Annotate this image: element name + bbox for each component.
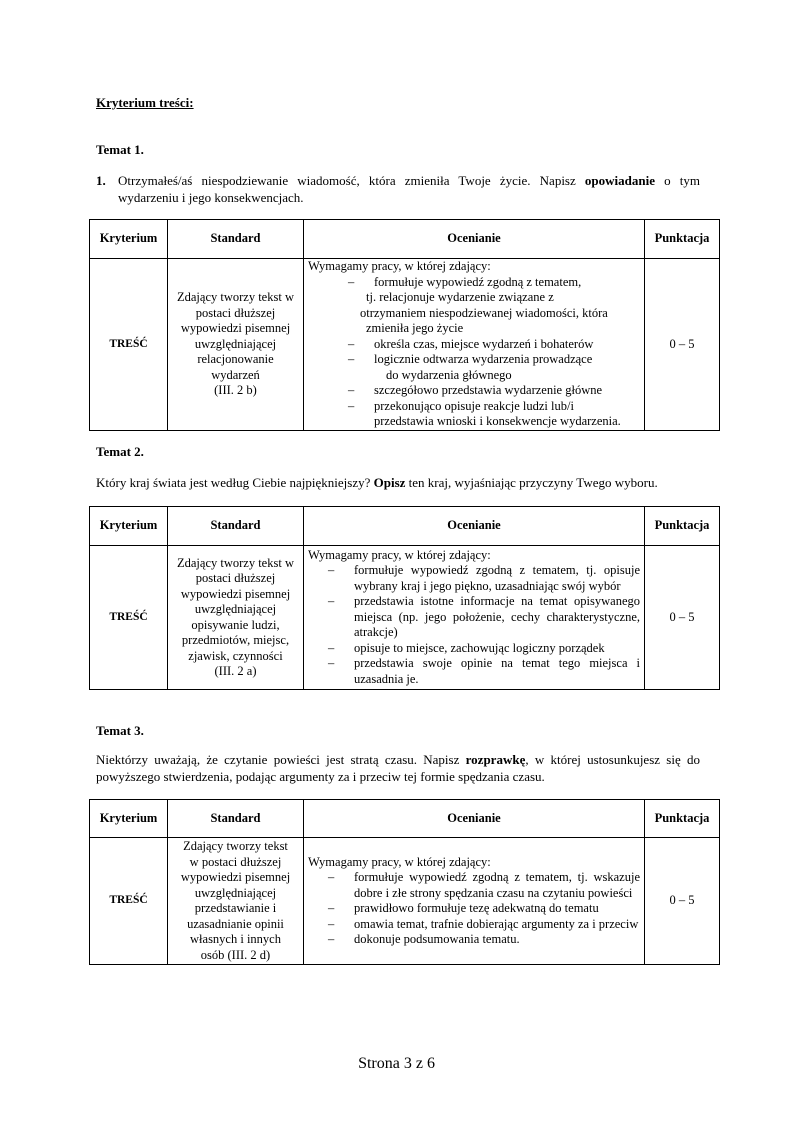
standard-line: osób (III. 2 d) [200,947,271,962]
item-text: formułuje wypowiedź zgodną z tematem, tj. wskazuje dobre i złe strony spędzania czasu na czytaniu powieści [354,870,640,900]
ocenianie-list [308,563,640,687]
dash: – [348,383,355,397]
list-item [328,901,640,917]
item-text: dokonuje podsumowania tematu. [354,932,520,946]
list-item [328,870,640,901]
header-ocenianie: Ocenianie [304,220,645,259]
temat2-task-form: Opisz [373,475,406,490]
temat3-title: Temat 3. [96,723,144,738]
ocenianie-cell [304,546,645,690]
item-line: tj. relacjonuje wydarzenie związane z [366,290,554,304]
table-row [90,546,720,690]
standard-line: (III. 2 b) [214,383,257,397]
dash: – [328,870,335,884]
standard-line: przedmiotów, miejsc, [181,633,290,647]
dash: – [328,932,335,946]
item-text: prawidłowo formułuje tezę adekwatną do tematu [354,901,599,915]
table-header-row [90,800,720,838]
ocenianie-intro: Wymagamy pracy, w której zdający: [308,547,491,562]
standard-cell [168,838,304,965]
row-label: TREŚĆ [90,259,168,431]
criterion-heading: Kryterium treści: [96,95,194,110]
dash: – [328,563,335,578]
table-row [90,259,720,431]
dash: – [328,656,335,671]
points-cell: 0 – 5 [645,259,720,431]
dash: – [348,352,355,366]
standard-line: Zdający tworzy tekst w [177,555,294,570]
temat3-task-form: rozprawkę [465,752,526,767]
list-item [308,337,640,353]
temat2-task [96,474,736,491]
list-item [328,594,640,641]
standard-line: wydarzeń [211,367,260,382]
item-line: przekonująco opisuje reakcje ludzi lub/i [374,398,574,413]
item-text: formułuje wypowiedź zgodną z tematem, tj. opisuje wybrany kraj i jego piękno, uzasadniając swój wybór [354,563,640,593]
header-ocenianie: Ocenianie [304,800,645,838]
header-kryterium: Kryterium [90,507,168,546]
header-punktacja: Punktacja [645,800,720,838]
standard-line: (III. 2 a) [214,664,257,678]
standard-line: wypowiedzi pisemnej [180,870,291,884]
list-item [308,352,640,383]
standard-line: postaci dłuższej [195,571,276,585]
ocenianie-cell [304,259,645,431]
item-line: formułuje wypowiedź zgodną z tematem, [374,274,582,289]
row-label: TREŚĆ [90,838,168,965]
header-standard: Standard [168,220,304,259]
item-line: przedstawia wnioski i konsekwencje wydarzenia. [374,414,621,428]
page-number: Strona 3 z 6 [358,1055,435,1072]
ocenianie-cell [304,838,645,965]
standard-line: uwzględniającej [194,602,277,616]
temat2-table [89,506,720,690]
standard-line: uwzględniającej [194,885,277,900]
list-item [328,916,640,933]
standard-cell [168,259,304,431]
item-text: przedstawia swoje opinie na temat tego miejsca i uzasadnia je. [354,656,640,686]
standard-line: w postaci dłuższej [189,854,282,869]
temat3-task-text: Niektórzy uważają, że czytanie powieści jest stratą czasu. Napisz [96,752,466,767]
item-line: szczegółowo przedstawia wydarzenie główne [374,383,603,397]
temat3-task [96,751,700,785]
standard-line: wypowiedzi pisemnej [180,321,291,335]
table-header-row [90,507,720,546]
temat2-title: Temat 2. [96,444,144,459]
item-line: do wydarzenia głównego [386,367,512,382]
temat1-task-text: Otrzymałeś/aś niespodziewanie wiadomość, która zmieniła Twoje życie. Napisz [118,173,585,188]
item-text: opisuje to miejsce, zachowując logiczny porządek [354,640,605,655]
standard-line: uwzględniającej [194,336,277,351]
header-kryterium: Kryterium [90,800,168,838]
points-cell: 0 – 5 [645,546,720,690]
dash: – [348,398,355,413]
item-line: otrzymaniem niespodziewanej wiadomości, która [360,305,608,320]
list-item [308,275,640,337]
temat3-table [89,799,720,965]
temat1-task-text-end: o tym wydarzeniu i jego konsekwencjach. [118,173,700,205]
temat1-title: Temat 1. [96,142,144,157]
header-ocenianie: Ocenianie [304,507,645,546]
standard-line: Zdający tworzy tekst w [177,290,294,304]
row-label: TREŚĆ [90,546,168,690]
temat1-table [89,219,720,431]
header-punktacja: Punktacja [645,220,720,259]
list-item [328,656,640,687]
standard-line: przedstawianie i [194,901,277,915]
ocenianie-list [308,870,640,948]
dash: – [348,336,355,351]
list-item [328,640,640,657]
header-standard: Standard [168,800,304,838]
item-line: zmieniła jego życie [366,321,464,335]
standard-line: uzasadnianie opinii [187,916,284,931]
temat1-task-form: opowiadanie [584,173,655,188]
table-header-row [90,220,720,259]
temat3-task-text-end: , w której ustosunkujesz się do powyższego stwierdzenia, podając argumenty za i przeciw tej formie spędzania czasu. [96,752,700,784]
temat2-task-text: Który kraj świata jest według Ciebie najpiękniejszy? [96,475,374,490]
item-line: określa czas, miejsce wydarzeń i bohaterów [374,336,594,351]
item-text: przedstawia istotne informacje na temat opisywanego miejsca (np. jego położenie, cechy charakterystyczne, atrakcje) [354,594,640,640]
standard-line: postaci dłuższej [195,305,276,320]
header-kryterium: Kryterium [90,220,168,259]
header-standard: Standard [168,507,304,546]
ocenianie-intro: Wymagamy pracy, w której zdający: [308,854,491,869]
temat1-task [96,172,700,206]
dash: – [328,901,335,915]
list-item [308,383,640,399]
points-cell: 0 – 5 [645,838,720,965]
dash: – [348,274,355,289]
standard-line: własnych i innych [190,932,281,946]
dash: – [328,640,335,655]
dash: – [328,594,335,609]
item-text: omawia temat, trafnie dobierając argumenty za i przeciw [354,916,639,931]
standard-line: Zdający tworzy tekst [183,839,288,853]
standard-line: wypowiedzi pisemnej [180,586,291,601]
temat1-number: 1. [96,173,106,188]
dash: – [328,916,335,931]
standard-line: relacjonowanie [197,352,274,366]
temat2-task-text-end: ten kraj, wyjaśniając przyczyny Twego wyboru. [405,475,658,490]
list-item [328,563,640,594]
standard-cell [168,546,304,690]
list-item [308,399,640,430]
item-line: logicznie odtwarza wydarzenia prowadzące [374,352,593,366]
ocenianie-intro: Wymagamy pracy, w której zdający: [308,259,491,273]
standard-line: zjawisk, czynności [188,648,283,663]
list-item [328,932,640,948]
standard-line: opisywanie ludzi, [191,617,280,632]
header-punktacja: Punktacja [645,507,720,546]
table-row [90,838,720,965]
